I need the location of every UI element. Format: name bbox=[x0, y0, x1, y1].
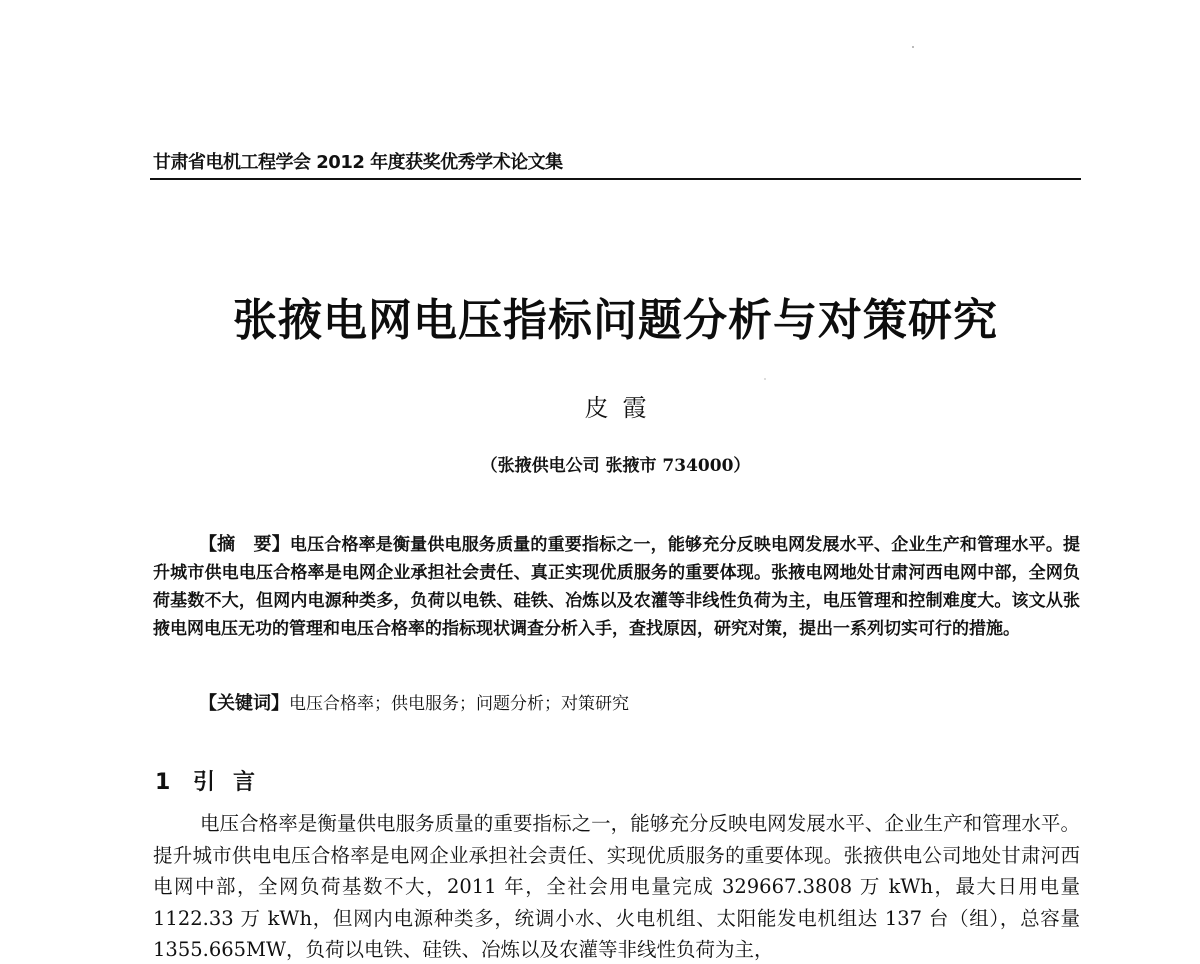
author-name: 皮霞 bbox=[584, 394, 661, 422]
section-number: 1 bbox=[155, 770, 171, 795]
abstract-paragraph bbox=[153, 531, 1080, 643]
body-text bbox=[153, 808, 1080, 964]
scan-speck bbox=[764, 378, 766, 380]
header-rule bbox=[150, 178, 1081, 180]
keywords-text: 电压合格率；供电服务；问题分析；对策研究 bbox=[289, 694, 629, 714]
abstract-label: 【摘 要】 bbox=[199, 534, 290, 555]
scan-speck bbox=[912, 46, 914, 48]
body-paragraph: 电压合格率是衡量供电服务质量的重要指标之一，能够充分反映电网发展水平、企业生产和管理水平。提升城市供电电压合格率是电网企业承担社会责任、实现优质服务的重要体现。张掖供电公司地处甘肃河西电网中部，全网负荷基数不大，2011 年，全社会用电量完成 329667.3808 万 kWh，最大日用电量 1122.33 万 kWh，但网内电源种类多，统调小水、火电机组、太阳能发电机组达 137 台（组），总容量 1355.665MW，负荷以电铁、硅铁、冶炼以及农灌等非线性负荷为主， bbox=[153, 812, 1080, 961]
keywords bbox=[199, 690, 1079, 718]
abstract-text: 电压合格率是衡量供电服务质量的重要指标之一，能够充分反映电网发展水平、企业生产和管理水平。提升城市供电电压合格率是电网企业承担社会责任、真正实现优质服务的重要体现。张掖电网地处甘肃河西电网中部，全网负荷基数不大，但网内电源种类多，负荷以电铁、硅铁、冶炼以及农灌等非线性负荷为主，电压管理和控制难度大。该文从张掖电网电压无功的管理和电压合格率的指标现状调查分析入手，查找原因，研究对策，提出一系列切实可行的措施。 bbox=[153, 535, 1081, 639]
section-title: 引言 bbox=[193, 770, 274, 795]
paper-title: 张掖电网电压指标问题分析与对策研究 bbox=[233, 295, 998, 346]
abstract bbox=[153, 531, 1080, 643]
author-affiliation: （张掖供电公司 张掖市 734000） bbox=[480, 456, 751, 476]
keywords-label: 【关键词】 bbox=[199, 693, 289, 714]
running-header: 甘肃省电机工程学会 2012 年度获奖优秀学术论文集 bbox=[153, 152, 563, 173]
section-heading bbox=[155, 768, 273, 798]
